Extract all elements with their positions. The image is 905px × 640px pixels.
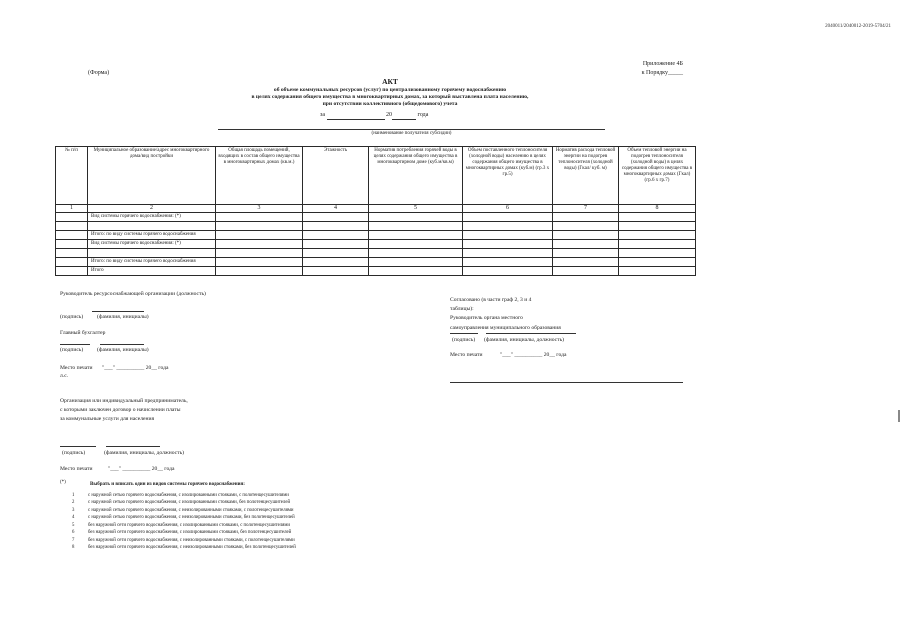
- footnote-marker: (*): [60, 480, 66, 485]
- column-number: 8: [619, 205, 696, 213]
- table-row: [56, 267, 696, 276]
- table-row: [56, 258, 696, 267]
- column-number: 1: [56, 205, 88, 213]
- stamp-place-label: Место печати: [450, 352, 483, 358]
- list-item-text: с наружной сетью горячего водоснабжения, с неизолированными стояками, с полотенцесушителями: [88, 507, 294, 513]
- table-cell: [463, 231, 553, 240]
- row-label: Итого: по виду системы горячего водоснабжения: [88, 231, 216, 240]
- table-cell: [369, 267, 463, 276]
- list-item: [72, 507, 296, 514]
- row-label: [88, 249, 216, 258]
- table-row: [56, 222, 696, 231]
- table-cell: [369, 222, 463, 231]
- recipient-caption: (наименование получателя субсидии): [371, 131, 452, 136]
- contractor-line-1: Организация или индивидуальный предприниматель,: [60, 398, 188, 404]
- appendix-note: [642, 60, 683, 78]
- table-cell: [619, 213, 696, 222]
- table-cell: [553, 258, 619, 267]
- table-cell: [56, 231, 88, 240]
- table-cell: [463, 249, 553, 258]
- table-cell: [303, 249, 369, 258]
- table-row: [56, 249, 696, 258]
- list-item: [72, 522, 296, 529]
- list-item-text: без наружной сети горячего водоснабжения, с изолированными стояками, без полотенцесушителей: [88, 530, 292, 536]
- table-cell: [553, 213, 619, 222]
- footnote-list: [72, 492, 296, 551]
- table-cell: [463, 258, 553, 267]
- title-line-1: об объеме коммунальных ресурсов (услуг) по централизованному горячему водоснабжению: [273, 87, 507, 94]
- row-label: [88, 222, 216, 231]
- signature-caption: (подпись): [62, 450, 86, 456]
- agreed-line-2: таблицы):: [450, 306, 474, 313]
- name-caption: (фамилия, инициалы, должность): [104, 450, 185, 456]
- list-item-number: 6: [72, 530, 75, 536]
- row-label: Вид системы горячего водоснабжения: (*): [88, 240, 216, 249]
- table-cell: [216, 267, 303, 276]
- column-number: 6: [463, 205, 553, 213]
- table-cell: [303, 258, 369, 267]
- table-cell: [56, 222, 88, 231]
- table-cell: [303, 231, 369, 240]
- table-cell: [369, 231, 463, 240]
- row-label: Вид системы горячего водоснабжения: (*): [88, 213, 216, 222]
- list-item: [72, 492, 296, 499]
- signature-line: [100, 344, 144, 345]
- header-cell: № п/п: [56, 147, 88, 205]
- agreed-line-3: Руководитель органа местного: [450, 315, 523, 322]
- table-cell: [619, 240, 696, 249]
- period-month-blank: [327, 119, 385, 120]
- column-number: 4: [303, 205, 369, 213]
- table-row: [56, 240, 696, 249]
- table-cell: [216, 249, 303, 258]
- list-item-number: 3: [72, 507, 75, 513]
- table-cell: [216, 213, 303, 222]
- signature-caption: (подпись): [60, 347, 84, 353]
- resource-org-head-title: Руководитель ресурсоснабжающей организации (должность): [60, 291, 206, 297]
- title-line-3: при отсутствии коллективного (общедомового) учета: [322, 101, 458, 108]
- table-cell: [303, 267, 369, 276]
- agreed-line-4: самоуправления муниципального образования: [450, 324, 561, 331]
- table-cell: [303, 240, 369, 249]
- list-item: [72, 544, 296, 551]
- scan-artifact: [898, 410, 900, 422]
- table-cell: [56, 213, 88, 222]
- table-cell: [216, 258, 303, 267]
- table-cell: [216, 231, 303, 240]
- appendix-line-1: Приложение 4Б: [642, 61, 683, 67]
- list-item-number: 7: [72, 537, 75, 543]
- footnote-heading: Выбрать и вписать один из видов системы горячего водоснабжения:: [90, 482, 245, 487]
- list-item-number: 2: [72, 500, 75, 506]
- list-item-number: 1: [72, 493, 75, 498]
- name-caption: (фамилия, инициалы, должность): [484, 337, 565, 343]
- table-cell: [56, 267, 88, 276]
- table-header-row: [56, 147, 696, 205]
- period-prefix: за: [320, 112, 326, 118]
- name-caption: (фамилия, инициалы): [97, 347, 149, 353]
- row-label: Итого: по виду системы горячего водоснабжения: [88, 258, 216, 267]
- table-cell: [553, 231, 619, 240]
- header-cell: Объем поставленного теплоносителя (холодной воды) населению в целях содержания общего имущества в многоквартирных домах (куб.м) (гр.3 х гр.5): [463, 147, 553, 205]
- table-cell: [369, 213, 463, 222]
- signature-line: [92, 311, 144, 312]
- list-item: [72, 514, 296, 521]
- table-cell: [303, 222, 369, 231]
- signature-line: [106, 446, 160, 447]
- header-cell: Муниципальное образование/адрес многоквартирного дома/вид постройки: [88, 147, 216, 205]
- form-label: (Форма): [88, 70, 110, 76]
- signature-caption: (подпись): [452, 337, 476, 343]
- table-cell: [369, 240, 463, 249]
- stamp-place-label: Место печати: [60, 365, 93, 371]
- stamp-date: "___" __________ 20__ года: [500, 352, 567, 358]
- column-number: 5: [369, 205, 463, 213]
- header-cell: Норматив потребления горячей воды в целях содержания общего имущества в многоквартирном доме (куб.м/кв.м): [369, 147, 463, 205]
- period-line: [320, 112, 428, 120]
- column-number: 7: [553, 205, 619, 213]
- list-item: [72, 537, 296, 544]
- column-number: 3: [216, 205, 303, 213]
- signature-caption: (подпись): [60, 314, 84, 320]
- list-item-text: с наружной сетью горячего водоснабжения, с изолированными стояками, без полотенцесушителей: [88, 500, 291, 506]
- list-item-text: с наружной сетью горячего водоснабжения, с изолированными стояками, с полотенцесушителями: [88, 493, 289, 498]
- header-cell: Этажность: [303, 147, 369, 205]
- table-cell: [463, 240, 553, 249]
- table-cell: [369, 258, 463, 267]
- signature-line: [486, 333, 576, 334]
- table-cell: [553, 222, 619, 231]
- document-title: [190, 77, 590, 108]
- table-cell: [619, 222, 696, 231]
- stamp-date: "___" __________ 20__ года: [102, 365, 169, 371]
- signature-line: [60, 344, 90, 345]
- table-row: [56, 213, 696, 222]
- signature-line: [450, 333, 478, 334]
- header-cell: Общая площадь помещений, входящих в состав общего имущества в многоквартирных домах (кв.м.): [216, 147, 303, 205]
- table-cell: [619, 258, 696, 267]
- header-cell: Объем тепловой энергии на подогрев теплоносителя (холодной воды) в целях содержания общего имущества в многоквартирных домах (Гкал) (гр.6 х гр.7): [619, 147, 696, 205]
- name-caption: (фамилия, инициалы): [97, 314, 149, 320]
- list-item-text: без наружной сети горячего водоснабжения, с неизолированными стояками, с полотенцесушителями: [88, 537, 295, 543]
- table-cell: [619, 249, 696, 258]
- header-cell: Норматив расхода тепловой энергии на подогрев теплоносителя (холодной воды) (Гкал/ куб. м): [553, 147, 619, 205]
- table-cell: [463, 267, 553, 276]
- column-number-row: [56, 205, 696, 213]
- period-year-prefix: 20: [386, 112, 393, 118]
- table-cell: [303, 213, 369, 222]
- list-item-number: 8: [72, 544, 75, 550]
- chief-accountant-title: Главный бухгалтер: [60, 330, 106, 336]
- ls-label: л.с.: [60, 373, 69, 379]
- table-cell: [463, 213, 553, 222]
- agreed-line-1: Согласовано (в части граф 2, 3 и 4: [450, 297, 532, 303]
- volume-table: [55, 146, 696, 276]
- stamp-place-label: Место печати: [60, 466, 93, 472]
- table-cell: [619, 267, 696, 276]
- list-item-text: с наружной сетью горячего водоснабжения, с неизолированными стояками, без полотенцесушителей: [88, 515, 295, 521]
- appendix-line-2: к Порядку_____: [641, 70, 683, 76]
- recipient-line: [218, 129, 605, 130]
- agreed-block: [450, 296, 561, 333]
- period-year-blank: [392, 119, 416, 120]
- table-cell: [369, 249, 463, 258]
- contractor-line-2: с которыми заключен договор о начислении платы: [60, 406, 181, 413]
- table-cell: [553, 240, 619, 249]
- table-cell: [56, 249, 88, 258]
- list-item-number: 5: [72, 522, 75, 528]
- document-id: 2040011/2040012-2019-5704/21: [825, 24, 891, 29]
- table-cell: [216, 222, 303, 231]
- table-cell: [216, 240, 303, 249]
- list-item: [72, 499, 296, 506]
- table-cell: [56, 240, 88, 249]
- stamp-date: "___" __________ 20__ года: [108, 466, 175, 472]
- table-cell: [553, 249, 619, 258]
- row-label: Итого: [88, 267, 216, 276]
- title-main: АКТ: [382, 77, 398, 86]
- list-item: [72, 529, 296, 536]
- contractor-org-title: [60, 397, 188, 424]
- list-item-text: без наружной сети горячего водоснабжения, с неизолированными стояками, без полотенцесушителей: [88, 544, 296, 550]
- table-cell: [56, 258, 88, 267]
- list-item-text: без наружной сети горячего водоснабжения, с изолированными стояками, с полотенцесушителями: [88, 522, 290, 528]
- contractor-line-3: за коммунальные услуги для населения: [60, 415, 155, 422]
- table-cell: [463, 222, 553, 231]
- title-line-2: в целях содержания общего имущества в многоквартирных домах, за который выставлена плата населению,: [251, 94, 529, 101]
- table-cell: [553, 267, 619, 276]
- table-row: [56, 231, 696, 240]
- table-cell: [619, 231, 696, 240]
- separator-line: [450, 382, 683, 383]
- list-item-number: 4: [72, 515, 75, 521]
- column-number: 2: [88, 205, 216, 213]
- period-suffix: года: [417, 112, 429, 118]
- signature-line: [60, 446, 96, 447]
